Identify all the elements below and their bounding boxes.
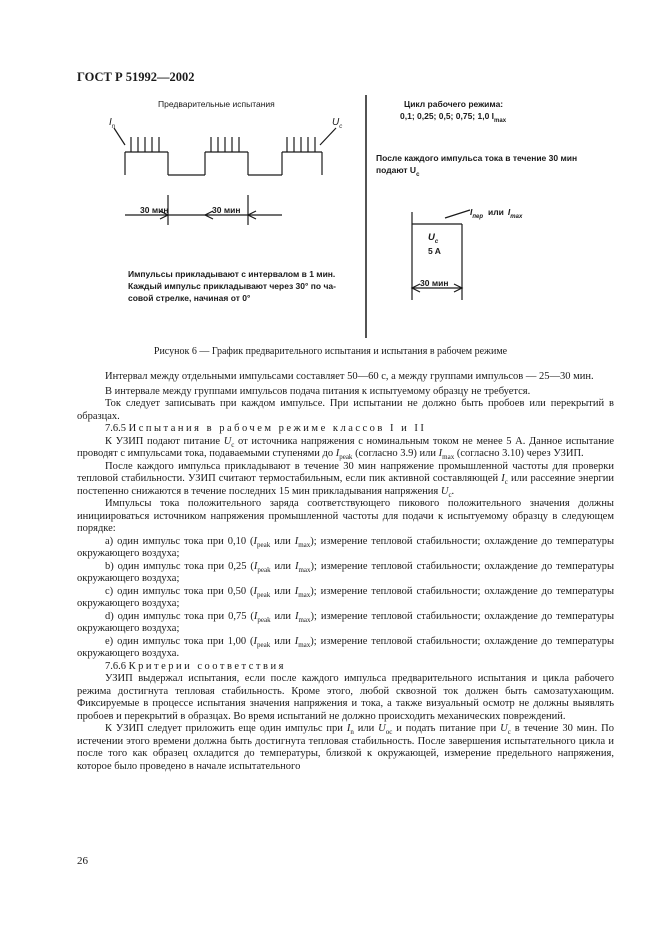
five-a-label: 5 A (428, 246, 441, 256)
document-header: ГОСТ Р 51992—2002 (77, 70, 195, 84)
uc-label: $U_c$ (428, 232, 439, 245)
interval2-label: 30 мин (212, 205, 241, 215)
body-text: Интервал между отдельными импульсами составляет 50—60 с, а между группами импульсов — 25—30 мин. В интервале между группами импульсов подача питания к испытуемому образцу не требуется. Ток следует записывать при каждом импульсе. При испытании не должно быть пробоев или перекрытий в образцах. 7.6.5 Испытания в рабочем режиме классов I и II К УЗИП подают питание $U_c$ от источника напряжения с номинальным током не менее 5 А. Данное испытание проводят с импульсами тока, подаваемыми ступенями до $I_{peak}$ (согласно 3.9) или $I_{max}$ (согласно 3.10) через УЗИП. После каждого импульса прикладывают в течение 30 мин напряжение промышленной частоты для проверки тепловой стабильности. УЗИП считают термостабильным, если пик активной составляющей $I_c$ или рассеяние энергии постепенно снижаются в течение последних 15 мин прикладывания напряжения $U_c$. Импульсы тока положительного заряда соответствующего пикового положительного значения должны инициироваться источником напряжения промышленной частоты для подачи к испытуемому образцу в следующем порядке: a) один импульс тока при 0,10 ($I_{peak}$ или $I_{max}$); измерение тепловой стабильности; охлаждение до температуры окружающего воздуха; b) один импульс тока при 0,25 ($I_{peak}$ или $I_{max}$); измерение тепловой стабильности; охлаждение до температуры окружающего воздуха; c) один импульс тока при 0,50 ($I_{peak}$ или $I_{max}$); измерение тепловой стабильности; охлаждение до температуры окружающего воздуха; d) один импульс тока при 0,75 ($I_{peak}$ или $I_{max}$); измерение тепловой стабильности; охлаждение до температуры окружающего воздуха; e) один импульс тока при 1,00 ($I_{peak}$ или $I_{max}$); измерение тепловой стабильности; охлаждение до температуры окружающего воздуха. 7.6.6 Критерии соответствия УЗИП выдержал испытания, если после каждого импульса предварительного испытания и цикла рабочего режима достигнута тепловая стабильность. Кроме этого, любой сквозной ток должен быть самозатухающим. Фиксируемые в процессе испытания значения напряжения и тока, а также визуальный осмотр не должны выявлять пробоев и перекрытий в образцах. Во время испытаний не должно происходить механических повреждений. К УЗИП следует приложить еще один импульс при $I_n$ или $U_{oc}$ и подать питание при $U_c$ в течение 30 мин. По истечении этого времени должна быть достигнута тепловая стабильность. После завершения испытательного цикла и после того как образец охладится до температуры, близкой к окружающей, измерение предельного напряжения, которое было проведено в начале испытательного (77, 371, 615, 772)
left-title: Предварительные испытания (158, 99, 275, 109)
right-title-line2: 0,1; 0,25; 0,5; 0,75; 1,0 $I_{max}$ (400, 111, 507, 124)
interval1-label: 30 мин (140, 205, 169, 215)
interval3-label: 30 мин (420, 278, 449, 288)
note-line1: Импульсы прикладывают с интервалом в 1 мин. (128, 269, 336, 279)
figure-caption: Рисунок 6 — График предварительного испытания и испытания в рабочем режиме (153, 346, 508, 357)
note-line2: Каждый импульс прикладывают через 30° по ча- (128, 281, 336, 291)
figure-6 (0, 0, 661, 350)
note-line3: совой стрелке, начиная от 0° (128, 293, 251, 303)
page-number: 26 (77, 855, 88, 867)
peak-label: $I_{пер}$ или $I_{max}$ (470, 207, 523, 220)
i-label: $I_n$ (109, 117, 116, 130)
after-line2: подают $U_c$ (376, 165, 420, 178)
after-line1: После каждого импульса тока в течение 30 мин (376, 153, 578, 163)
u-label: $U_c$ (332, 117, 343, 130)
right-title-line1: Цикл рабочего режима: (404, 99, 504, 109)
